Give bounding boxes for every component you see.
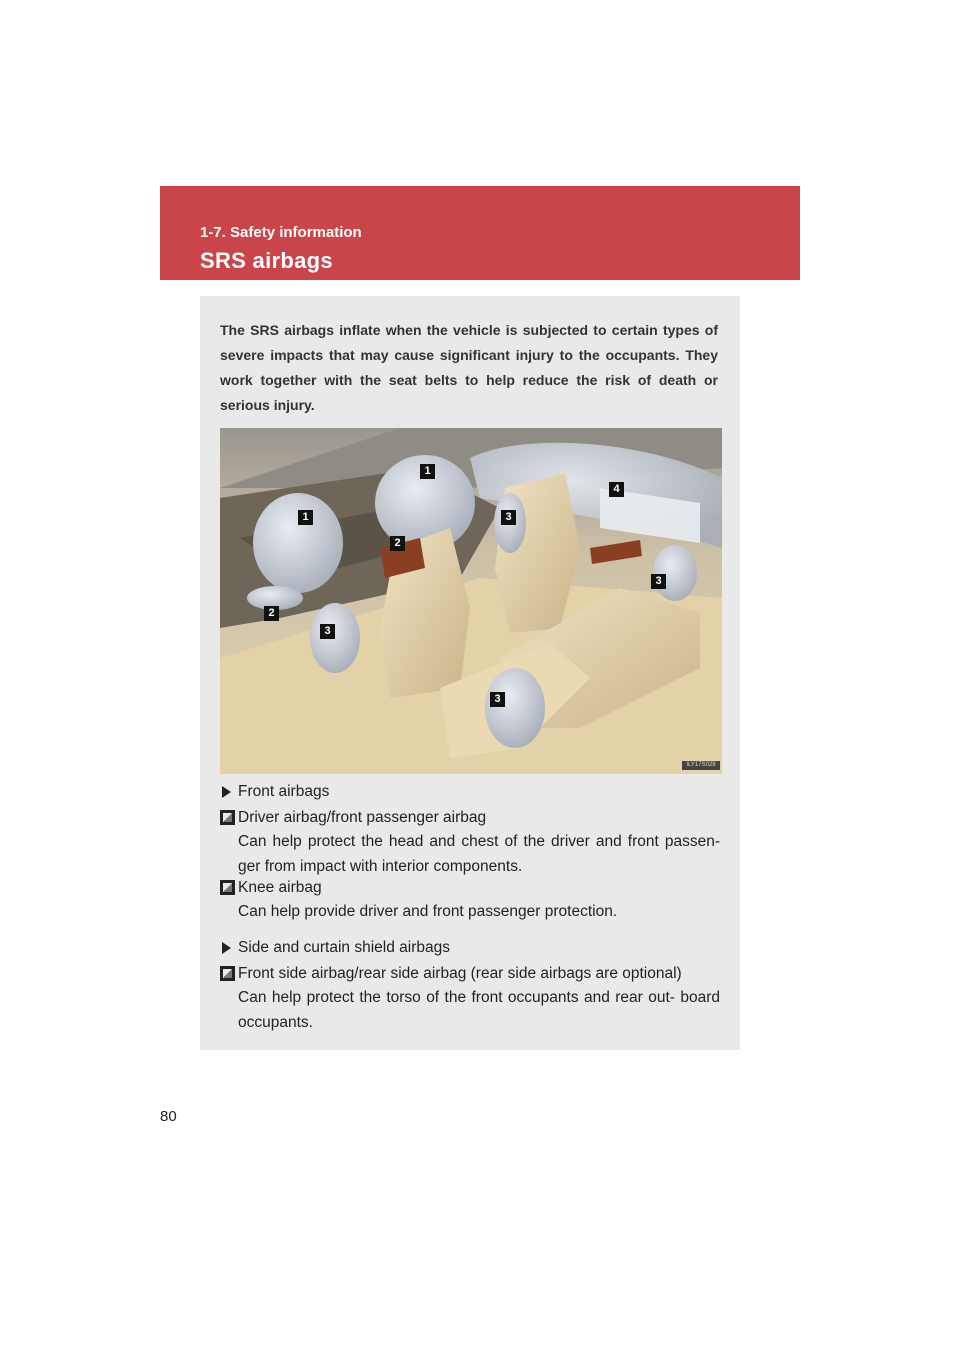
airbag-illustration [220, 428, 722, 774]
section-header [160, 186, 800, 280]
intro-paragraph: The SRS airbags inflate when the vehicle is subjected to certain types of severe impacts that may cause significant injury to the occupants. They work together with the seat belts to help reduce the risk of death or serious injury. [220, 322, 718, 413]
figure-code: ILY17S029 [682, 761, 720, 770]
number-2-icon [220, 880, 235, 895]
item-title: Knee airbag [238, 879, 322, 896]
label-2-passenger: 2 [390, 536, 405, 551]
number-1-icon [220, 810, 235, 825]
label-1-driver: 1 [298, 510, 313, 525]
content-panel: The SRS airbags inflate when the vehicle is subjected to certain types of severe impacts that may cause significant injury to the occupants. They work together with the seat belts to help reduce the risk of death or serious injury. 1 1 2 2 3 3 3 3 4 ILY17S029 Front airbags Driver airbag/front passenger airbag Can help protect the head and chest of the driver and front passen- ger from impact with interior components. Knee airbag Can help provide driver and front passenger protection. Side and curtain shield airbags Front side airbag/rear side airbag (rear side airbags are optional) Can help protect the torso of the front occupants and rear out- board occupants. [200, 296, 740, 1050]
arrow-icon [222, 786, 231, 798]
item-description: Can help protect the torso of the front occupants and rear out- board occupants. [238, 989, 720, 1031]
item-description: Can help protect the head and chest of the driver and front passen- ger from impact with interior components. [238, 833, 720, 875]
label-2-driver: 2 [264, 606, 279, 621]
item-title: Front side airbag/rear side airbag (rear side airbags are optional) [238, 965, 682, 982]
number-3-icon [220, 966, 235, 981]
car-interior-drawing [220, 428, 722, 774]
label-3-front-passenger: 3 [501, 510, 516, 525]
item-title: Driver airbag/front passenger airbag [238, 809, 487, 826]
page-number: 80 [160, 1108, 177, 1125]
page-title: SRS airbags [200, 248, 333, 273]
label-4-curtain: 4 [609, 482, 624, 497]
item-description: Can help provide driver and front passenger protection. [238, 903, 618, 920]
section-label: 1-7. Safety information [200, 224, 362, 241]
label-3-rear-right: 3 [651, 574, 666, 589]
label-3-rear-left: 3 [490, 692, 505, 707]
label-3-front-driver: 3 [320, 624, 335, 639]
label-1-passenger: 1 [420, 464, 435, 479]
arrow-icon [222, 942, 231, 954]
